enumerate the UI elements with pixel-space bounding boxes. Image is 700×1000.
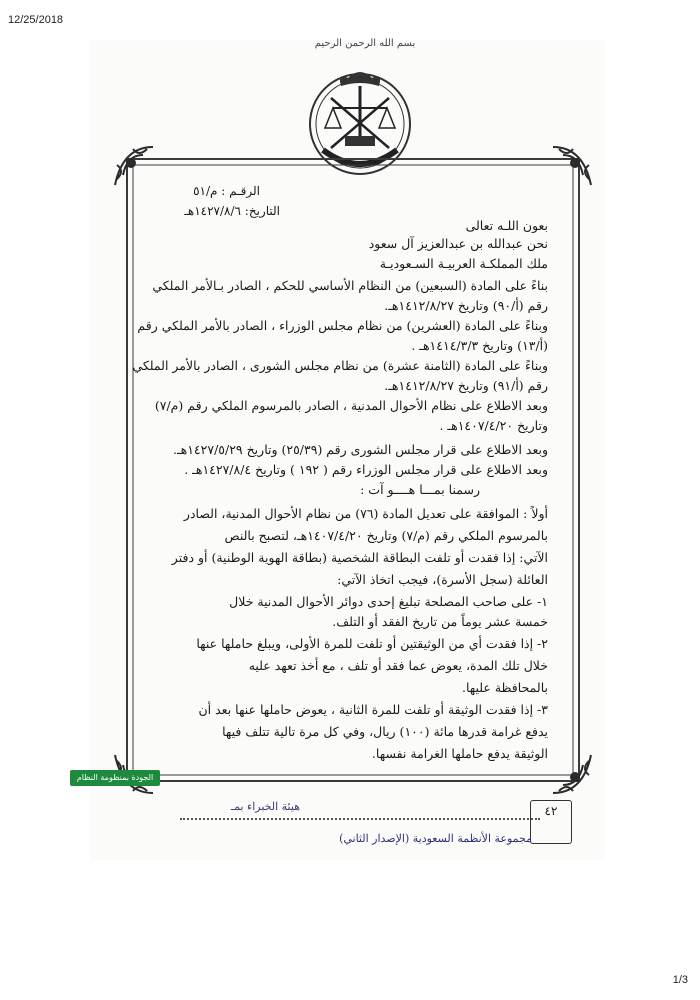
body-line: وبعد الاطلاع على قرار مجلس الوزراء رقم ( ١٩٢ ) وتاريخ ١٤٢٧/٨/٤هـ . xyxy=(184,462,548,477)
body-line: ١- على صاحب المصلحة تبليغ إحدى دوائر الأحوال المدنية خلال xyxy=(229,594,548,609)
body-line: وبناءً على المادة (العشرين) من نظام مجلس الوزراء ، الصادر بالأمر الملكي رقم xyxy=(137,318,548,333)
decree-number: الرقـم : م/٥١ xyxy=(193,184,260,198)
body-line: الوثيقة يدفع حاملها الغرامة نفسها. xyxy=(371,746,548,761)
body-line: ملك المملكـة العربيـة السـعوديـة xyxy=(379,256,548,271)
experts-authority-title: هيئة الخبراء بمـ xyxy=(230,800,300,813)
body-line: العائلة (سجل الأسرة)، فيجب اتخاذ الآتي: xyxy=(337,572,548,587)
body-line: يدفع غرامة قدرها مائة (١٠٠) ريال، وفي كل مرة تالية تتلف فيها xyxy=(222,724,548,739)
print-date: 12/25/2018 xyxy=(8,14,64,26)
bismillah-header: بسم الله الرحمن الرحيم xyxy=(314,38,416,49)
footer-rule xyxy=(180,818,540,820)
body-line: بالمرسوم الملكي رقم (م/٧) وتاريخ ١٤٠٧/٤/٢٠هـ، لتصبح بالنص xyxy=(224,528,548,543)
body-line: وبعد الاطلاع على نظام الأحوال المدنية ، الصادر بالمرسوم الملكي رقم (م/٧) xyxy=(154,398,548,413)
quality-badge: الجودة بمنظومة النظام xyxy=(70,770,160,786)
book-page-number: ٤٢ xyxy=(544,804,558,818)
body-line: خمسة عشر يوماً من تاريخ الفقد أو التلف. xyxy=(332,614,548,629)
body-line: رسمنا بمـــا هــــو آت : xyxy=(360,482,480,497)
body-line: أولاً : الموافقة على تعديل المادة (٧٦) من نظام الأحوال المدنية، الصادر xyxy=(183,506,548,521)
body-line: بالمحافظة عليها. xyxy=(461,680,548,695)
body-line: وبعد الاطلاع على قرار مجلس الشورى رقم (٢٥/٣٩) وتاريخ ١٤٢٧/٥/٢٩هـ. xyxy=(172,442,548,457)
body-line: (أ/١٣) وتاريخ ١٤١٤/٣/٣هـ . xyxy=(411,338,548,353)
decree-date: التاريخ: ١٤٢٧/٨/٦هـ xyxy=(184,204,280,218)
pdf-page-number: 1/3 xyxy=(672,974,688,986)
body-line: نحن عبدالله بن عبدالعزيز آل سعود xyxy=(368,236,548,251)
body-line: بناءً على المادة (السبعين) من النظام الأساسي للحكم ، الصادر بـالأمر الملكي xyxy=(152,278,548,293)
body-line: وبناءً على المادة (الثامنة عشرة) من نظام مجلس الشورى ، الصادر بالأمر الملكي xyxy=(132,358,548,373)
body-line: ٣- إذا فقدت الوثيقة أو تلفت للمرة الثانية ، يعوض حاملها عنها بعد أن xyxy=(198,702,548,717)
book-page-label xyxy=(530,800,572,844)
body-line: ٢- إذا فقدت أي من الوثيقتين أو تلفت للمرة الأولى، ويبلغ حاملها عنها xyxy=(196,636,548,651)
body-line: خلال تلك المدة، يعوض عما فقد أو تلف ، مع أخذ تعهد عليه xyxy=(248,658,548,673)
body-line: رقم (أ/٩٠) وتاريخ ١٤١٢/٨/٢٧هـ. xyxy=(384,298,548,313)
body-line: وتاريخ ١٤٠٧/٤/٢٠هـ . xyxy=(439,418,548,433)
collection-title: مجموعة الأنظمة السعودية (الإصدار الثاني) xyxy=(339,832,532,845)
body-line: بعون اللـه تعالى xyxy=(465,218,548,233)
body-line: الآتي: إذا فقدت أو تلفت البطاقة الشخصية (بطاقة الهوية الوطنية) أو دفتر xyxy=(171,550,548,565)
body-line: رقم (أ/٩١) وتاريخ ١٤١٢/٨/٢٧هـ. xyxy=(384,378,548,393)
